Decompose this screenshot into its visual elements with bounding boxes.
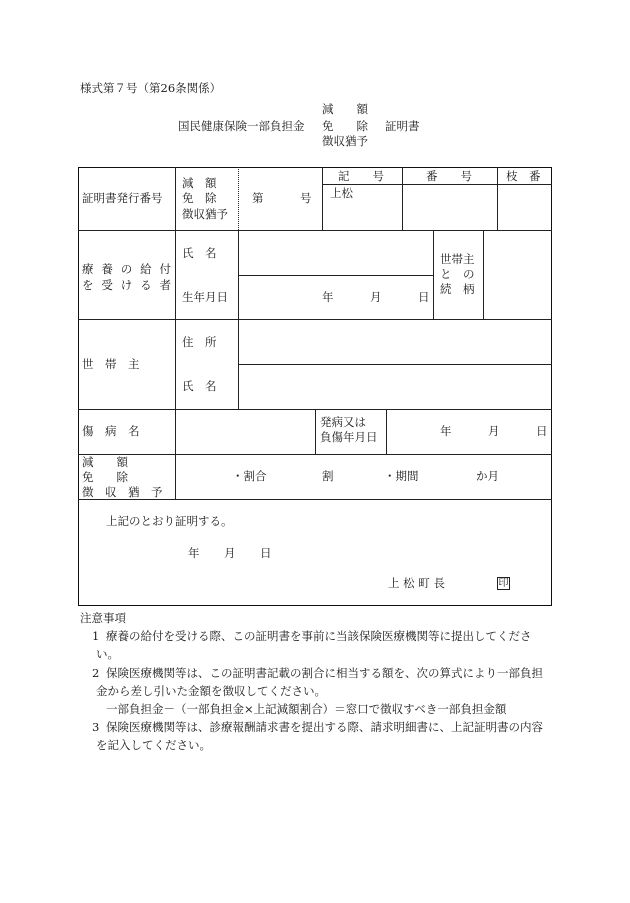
dob-month: 月 bbox=[370, 290, 382, 304]
cert-type-line-1: 減 額 bbox=[182, 176, 217, 190]
note-line: 金から差し引いた金額を徴収してください。 bbox=[96, 684, 326, 698]
reduction-label-line-3: 徴 収 猶 予 bbox=[82, 485, 163, 499]
period-unit: か月 bbox=[476, 469, 499, 483]
cert-number-label: 証明書発行番号 bbox=[82, 191, 163, 205]
certify-text: 上記のとおり証明する。 bbox=[106, 514, 233, 528]
note-line: 保険医療機関等は、診療報酬請求書を提出する際、請求明細書に、上記証明書の内容 bbox=[106, 720, 543, 734]
col-line bbox=[238, 230, 239, 409]
edaban-header: 枝 番 bbox=[506, 169, 541, 183]
reduction-label-line-2: 免 除 bbox=[82, 470, 128, 484]
certificate-table bbox=[78, 167, 552, 606]
col-line bbox=[386, 409, 387, 454]
recipient-name-label: 氏 名 bbox=[182, 246, 217, 260]
cert-type-line-2: 免 除 bbox=[182, 191, 217, 205]
col-line bbox=[433, 230, 434, 319]
householder-name-label: 氏 名 bbox=[182, 379, 217, 393]
recipient-label-line-2: を 受 け る 者 bbox=[82, 278, 171, 292]
dob-label: 生年月日 bbox=[182, 290, 228, 304]
mayor-label: 上 松 町 長 bbox=[388, 576, 445, 590]
dob-year: 年 bbox=[322, 290, 334, 304]
row-line bbox=[78, 319, 552, 320]
reduction-label-line-1: 減 額 bbox=[82, 455, 128, 469]
row-line bbox=[78, 454, 552, 455]
note-line: 保険医療機関等は、この証明書記載の割合に相当する額を、次の算式により一部負担 bbox=[106, 666, 543, 680]
col-line bbox=[315, 409, 316, 454]
address-label: 住 所 bbox=[182, 335, 217, 349]
form-number: 様式第７号（第26条関係） bbox=[80, 81, 222, 95]
note-number: 2 bbox=[92, 666, 100, 680]
cert-type-line-3: 徴収猶予 bbox=[182, 207, 228, 221]
certify-month: 月 bbox=[224, 546, 236, 560]
note-line: 療養の給付を受ける際、この証明書を事前に当該保険医療機関等に提出してくださ bbox=[106, 629, 532, 643]
col-line bbox=[497, 167, 498, 230]
title-prefix: 国民健康保険一部負担金 bbox=[178, 119, 305, 133]
certify-day: 日 bbox=[260, 546, 272, 560]
note-line: い。 bbox=[96, 647, 119, 661]
row-line bbox=[238, 364, 552, 365]
seal-mark: 印 bbox=[498, 578, 509, 589]
certify-year: 年 bbox=[188, 546, 200, 560]
title-stack-line-2: 免 除 bbox=[322, 119, 368, 133]
col-line bbox=[483, 230, 484, 319]
title-stack-line-1: 減 額 bbox=[322, 102, 368, 116]
note-number: 3 bbox=[92, 720, 100, 734]
relation-label-line-1: 世帯主 bbox=[440, 252, 475, 266]
recipient-label-line-1: 療 養 の 給 付 bbox=[82, 262, 171, 276]
title-suffix: 証明書 bbox=[385, 119, 420, 133]
col-line bbox=[322, 167, 323, 230]
col-line bbox=[175, 167, 176, 499]
disease-label: 傷 病 名 bbox=[82, 424, 140, 438]
row-line bbox=[322, 184, 552, 185]
onset-month: 月 bbox=[488, 424, 500, 438]
onset-day: 日 bbox=[536, 424, 548, 438]
row-line bbox=[78, 499, 552, 500]
relation-label-line-3: 続 柄 bbox=[440, 282, 475, 296]
cert-go-label: 号 bbox=[300, 191, 312, 205]
householder-label: 世 帯 主 bbox=[82, 357, 140, 371]
onset-label-line-1: 発病又は bbox=[320, 415, 366, 429]
dob-day: 日 bbox=[418, 290, 430, 304]
col-line bbox=[402, 167, 403, 230]
row-line bbox=[238, 275, 434, 276]
onset-label-line-2: 負傷年月日 bbox=[320, 430, 378, 444]
cert-dai-label: 第 bbox=[252, 191, 264, 205]
onset-year: 年 bbox=[440, 424, 452, 438]
bango-header: 番 号 bbox=[426, 169, 472, 183]
row-line bbox=[78, 230, 552, 231]
kigo-value: 上松 bbox=[330, 186, 353, 200]
note-formula: 一部負担金－（一部負担金×上記減額割合）＝窓口で徴収すべき一部負担金額 bbox=[106, 702, 507, 716]
col-line bbox=[238, 167, 239, 230]
period-label: ・期間 bbox=[384, 469, 419, 483]
note-number: 1 bbox=[92, 629, 100, 643]
ratio-label: ・割合 bbox=[232, 469, 267, 483]
title-stack-line-3: 徴収猶予 bbox=[322, 134, 368, 148]
relation-label-line-2: と の bbox=[440, 267, 475, 281]
notes-heading: 注意事項 bbox=[80, 611, 126, 625]
kigo-header: 記 号 bbox=[338, 169, 384, 183]
note-line: を記入してください。 bbox=[96, 738, 211, 752]
ratio-unit: 割 bbox=[322, 469, 334, 483]
